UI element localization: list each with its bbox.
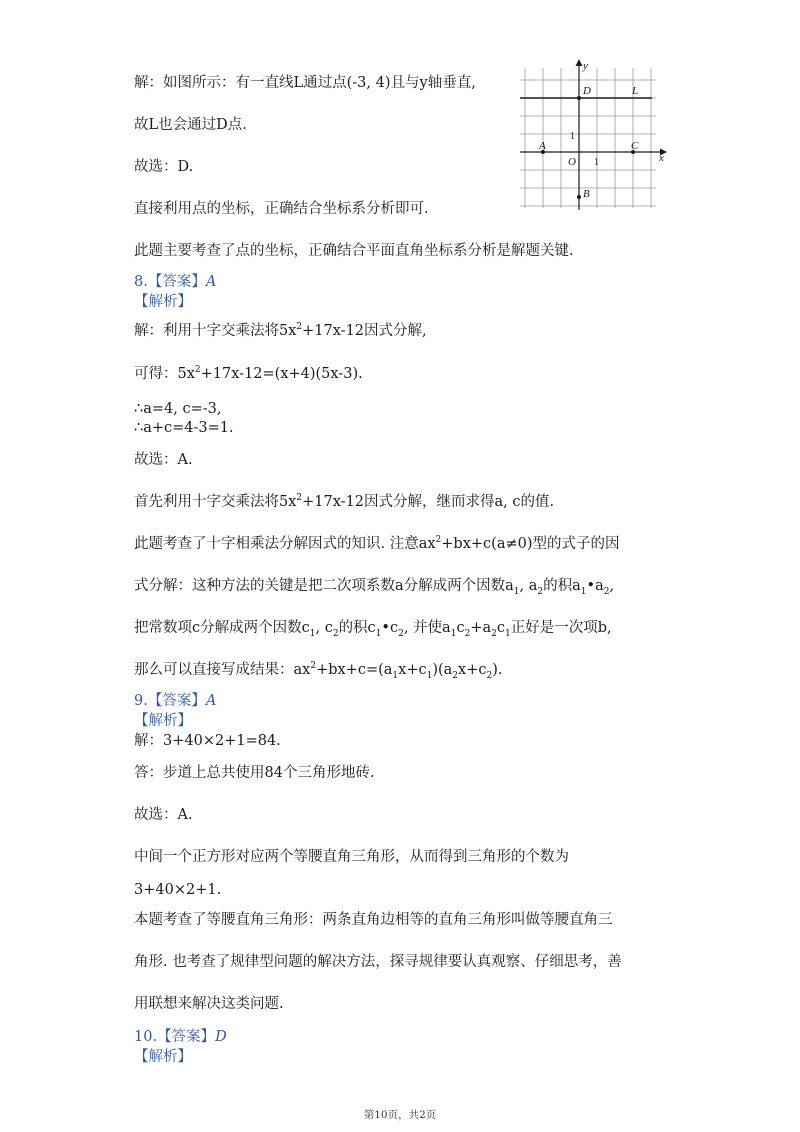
text-line: 中间一个正方形对应两个等腰直角三角形，从而得到三角形的个数为 (134, 849, 569, 865)
text-line: 首先利用十字交乘法将$5x^2+17x-12$因式分解，继而求得a, c的值. (134, 493, 555, 510)
answer-tag: 【答案】 (157, 1029, 216, 1045)
question-9-header (134, 691, 216, 711)
question-8-header (134, 272, 216, 292)
page-footer: 第10页，共2页 (363, 1109, 437, 1121)
origin-label: O (568, 156, 576, 168)
analysis-tag: 【解析】 (134, 294, 192, 310)
tick-label-y: 1 (570, 131, 575, 142)
point-label-c: C (631, 140, 639, 152)
analysis-tag: 【解析】 (134, 1049, 192, 1065)
question-10-header (134, 1027, 227, 1047)
text-line: 解：如图所示：有一直线L通过点(-3, 4)且与y轴垂直, (134, 75, 476, 91)
axis-label-x: x (659, 152, 664, 164)
text-line: 那么可以直接写成结果：$ax^2+bx+c=(a_1x+c_1)(a_2x+c_2)$. (134, 661, 503, 681)
text-line: 故L也会通过D点. (134, 117, 247, 133)
axis-label-y: y (583, 60, 588, 72)
answer-value: D (215, 1029, 227, 1045)
text-line: ∴a+c=4-3=1. (134, 420, 234, 436)
question-number: 9. (134, 693, 148, 709)
point-label-a: A (539, 140, 546, 152)
text-line: 此题考查了十字相乘法分解因式的知识. 注意$ax^2+bx+c(a\ne 0)$型的式子的因 (134, 535, 620, 552)
answer-tag: 【答案】 (147, 693, 206, 709)
text-line: 用联想来解决这类问题. (134, 996, 284, 1012)
analysis-tag: 【解析】 (134, 713, 192, 729)
point-label-b: B (583, 188, 590, 200)
point-b-dot (577, 195, 581, 199)
text-line: 故选：D. (134, 159, 194, 175)
y-axis-arrow-icon (576, 59, 583, 66)
text-line: 3+40×2+1. (134, 882, 222, 898)
text-line: 答：步道上总共使用84个三角形地砖. (134, 765, 375, 781)
text-line: ∴a=4, c=-3, (134, 401, 222, 417)
point-label-l: L (632, 85, 639, 97)
text-line: 解：3+40×2+1=84. (134, 733, 281, 749)
text-line: 直接利用点的坐标，正确结合坐标系分析即可. (134, 201, 429, 217)
answer-tag: 【答案】 (147, 274, 206, 290)
question-number: 8. (134, 274, 148, 290)
text-line: 把常数项c分解成两个因数$c_1$, $c_2$的积$c_1•c_2$, 并使$a_1c_2+a_2c_1$正好是一次项b, (134, 620, 612, 639)
text-line: 此题主要考查了点的坐标，正确结合平面直角坐标系分析是解题关键. (134, 243, 574, 259)
text-line: 角形. 也考查了规律型问题的解决方法，探寻规律要认真观察、仔细思考，善 (134, 954, 622, 970)
answer-value: A (205, 693, 217, 709)
text-line: 故选：A. (134, 807, 193, 823)
text-line: 故选：A. (134, 452, 193, 468)
answer-value: A (205, 274, 217, 290)
point-d-dot (577, 96, 581, 100)
text-line: 可得：$5x^2+17x-12=(x+4)(5x-3)$. (134, 365, 363, 382)
text-line: 本题考查了等腰直角三角形：两条直角边相等的直角三角形叫做等腰直角三 (134, 912, 613, 928)
tick-label-x: 1 (594, 157, 599, 168)
coordinate-grid-figure (520, 58, 670, 216)
point-label-d: D (583, 85, 591, 97)
text-line: 解：利用十字交乘法将$5x^2+17x-12$因式分解, (134, 322, 427, 339)
question-number: 10. (134, 1029, 158, 1045)
text-line: 式分解：这种方法的关键是把二次项系数a分解成两个因数$a_1$, $a_2$的积$a_1•a_2$, (134, 578, 615, 597)
